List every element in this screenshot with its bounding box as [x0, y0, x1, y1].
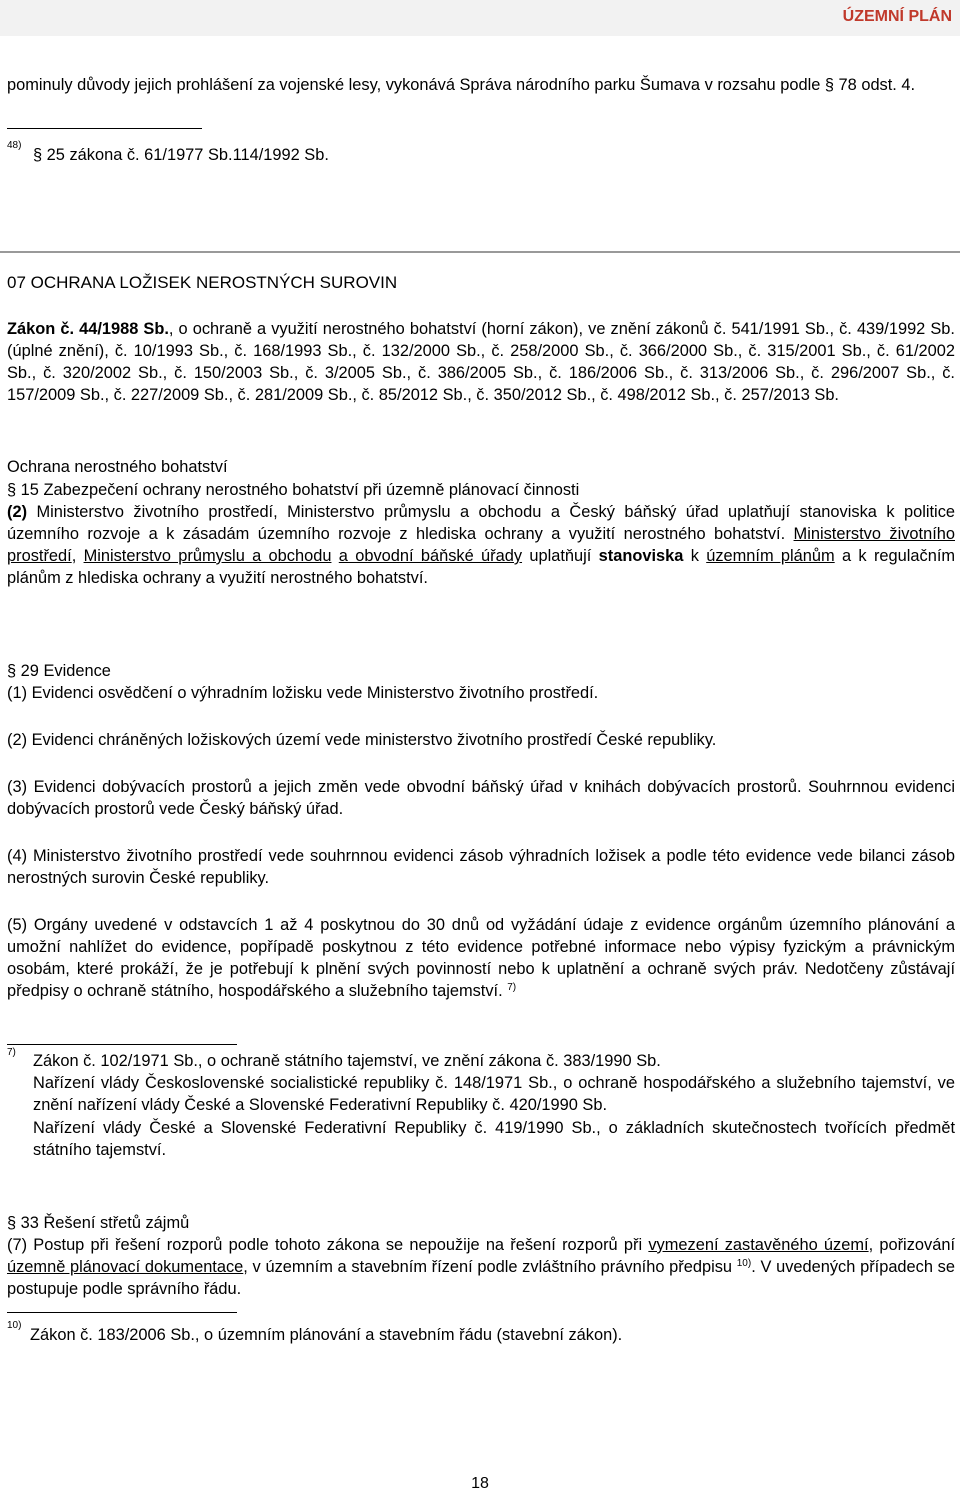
page-number: 18: [471, 1475, 489, 1492]
section-title: 07 OCHRANA LOŽISEK NEROSTNÝCH SUROVIN: [7, 273, 398, 292]
separator-text: k: [683, 547, 707, 565]
section-label: Ochrana nerostného bohatství: [7, 458, 228, 476]
paragraph-29-5: [7, 914, 955, 1002]
footnote-7-mark: 7): [7, 1047, 16, 1058]
footnote-separator: [7, 1312, 237, 1313]
para-text: , v územním a stavebním řízení podle zvláštního právního předpisu: [243, 1258, 733, 1276]
separator-text: [331, 547, 338, 565]
footnote-separator: [7, 1044, 237, 1045]
law-amendments: , o ochraně a využití nerostného bohatství (horní zákon), ve znění zákonů č. 541/1991 Sb., č. 439/1992 Sb. (úplné znění), č. 10/1993 Sb., č. 168/1993 Sb., č. 132/2000 Sb., č. 258/2000 Sb., č. 366/2000 Sb., č. 315/2001 Sb., č. 61/2002 Sb., č. 320/2002 Sb., č. 150/2003 Sb., č. 3/2005 Sb., č. 386/2005 Sb., č. 186/2006 Sb., č. 313/2006 Sb., č. 296/2007 Sb., č. 157/2009 Sb., č. 227/2009 Sb., č. 281/2009 Sb., č. 85/2012 Sb., č. 350/2012 Sb., č. 498/2012 Sb., č. 257/2013 Sb.: [7, 320, 955, 404]
paragraph-29-heading: § 29 Evidence: [7, 662, 111, 680]
link-ministry-industry[interactable]: Ministerstvo průmyslu a obchodu: [83, 547, 332, 565]
para-text-tail: . V uvedených případech se postupuje podle správního řádu.: [7, 1258, 955, 1298]
intro-paragraph: pominuly důvody jejich prohlášení za vojenské lesy, vykonává Správa národního parku Šumava v rozsahu podle § 78 odst. 4.: [7, 76, 916, 94]
paragraph-29-1: (1) Evidenci osvědčení o výhradním ložisku vede Ministerstvo životního prostředí.: [7, 684, 599, 702]
separator-text: uplatňují: [522, 547, 599, 565]
link-mining-offices[interactable]: a obvodní báňské úřady: [338, 547, 523, 565]
section-divider: [0, 251, 960, 253]
footnote-48-mark: 48): [7, 140, 22, 151]
paragraph-29-3: (3) Evidenci dobývacích prostorů a jejich změn vede obvodní báňský úřad v knihách dobývacích prostorů. Souhrnnou evidenci dobývacích prostorů vede Český báňský úřad.: [7, 778, 955, 818]
footnote-7-line-3: Nařízení vlády České a Slovenské Federativní Republiky č. 419/1990 Sb., o základních skutečnostech tvořících předmět státního tajemství.: [33, 1119, 955, 1159]
paragraph-33-heading: § 33 Řešení střetů zájmů: [7, 1214, 190, 1232]
paragraph-29-2: (2) Evidenci chráněných ložiskových území vede ministerstvo životního prostředí České republiky.: [7, 731, 717, 749]
page-header: [0, 0, 960, 36]
footnote-10-mark: 10): [7, 1320, 22, 1331]
separator-text: , pořizování: [868, 1236, 955, 1254]
paragraph-33-7: [7, 1234, 955, 1300]
para-text: (7) Postup při řešení rozporů podle tohoto zákona se nepoužije na řešení rozporů při: [7, 1236, 649, 1254]
separator-text: ,: [71, 547, 84, 565]
link-planning-documentation[interactable]: územně plánovací dokumentace: [7, 1258, 244, 1276]
paragraph-15-heading: § 15 Zabezpečení ochrany nerostného bohatství při územně plánovací činnosti: [7, 481, 580, 499]
footnote-7-line-2: Nařízení vlády Československé socialistické republiky č. 148/1971 Sb., o ochraně hospodářského a služebního tajemství, ve znění nařízení vlády České a Slovenské Federativní Republiky č. 420/1990 Sb.: [33, 1074, 955, 1114]
footnote-48-text: § 25 zákona č. 61/1977 Sb.114/1992 Sb.: [33, 146, 329, 164]
document-title: ÚZEMNÍ PLÁN: [842, 8, 952, 25]
emphasis-stanoviska: stanoviska: [598, 547, 684, 565]
paragraph-29-4: (4) Ministerstvo životního prostředí vede souhrnnou evidenci zásob výhradních ložisek a podle této evidence vede bilanci zásob nerostných surovin České republiky.: [7, 847, 955, 887]
footnote-separator: [7, 128, 202, 129]
link-built-up-area[interactable]: vymezení zastavěného území: [648, 1236, 869, 1254]
para-text-tail: a k regulačním plánům z hlediska ochrany a využití nerostného bohatství.: [7, 547, 956, 587]
link-ministry-environment[interactable]: Ministerstvo životního prostředí: [7, 525, 955, 565]
law-reference: [7, 318, 955, 406]
footnote-ref-7[interactable]: 7): [507, 982, 517, 993]
paragraph-15-2: [7, 501, 955, 589]
law-title: Zákon č. 44/1988 Sb.: [7, 320, 169, 338]
link-land-plans[interactable]: územním plánům: [706, 547, 835, 565]
footnote-7-line-1: Zákon č. 102/1971 Sb., o ochraně státního tajemství, ve znění zákona č. 383/1990 Sb.: [33, 1052, 661, 1070]
footnote-10-text: Zákon č. 183/2006 Sb., o územním plánování a stavebním řádu (stavební zákon).: [30, 1326, 623, 1344]
para-number: (2): [7, 503, 28, 521]
para-text: (5) Orgány uvedené v odstavcích 1 až 4 poskytnou do 30 dnů od vyžádání údaje z evidence orgánům územního plánování a umožní nahlížet do evidence, popřípadě poskytnou z této evidence potřebné informace nebo výpisy fyzickým a právnickým osobám, které prokáží, že je potřebují k plnění svých povinností nebo k uplatnění a ochraně svých práv. Nedotčeny zůstávají předpisy o ochraně státního, hospodářského a služebního tajemství.: [7, 916, 955, 1000]
footnote-ref-10[interactable]: 10): [736, 1258, 752, 1269]
para-text: Ministerstvo životního prostředí, Ministerstvo průmyslu a obchodu a Český báňský úřad uplatňují stanoviska k politice územního rozvoje a k zásadám územního rozvoje z hlediska ochrany a využití nerostného bohatství.: [7, 503, 955, 543]
